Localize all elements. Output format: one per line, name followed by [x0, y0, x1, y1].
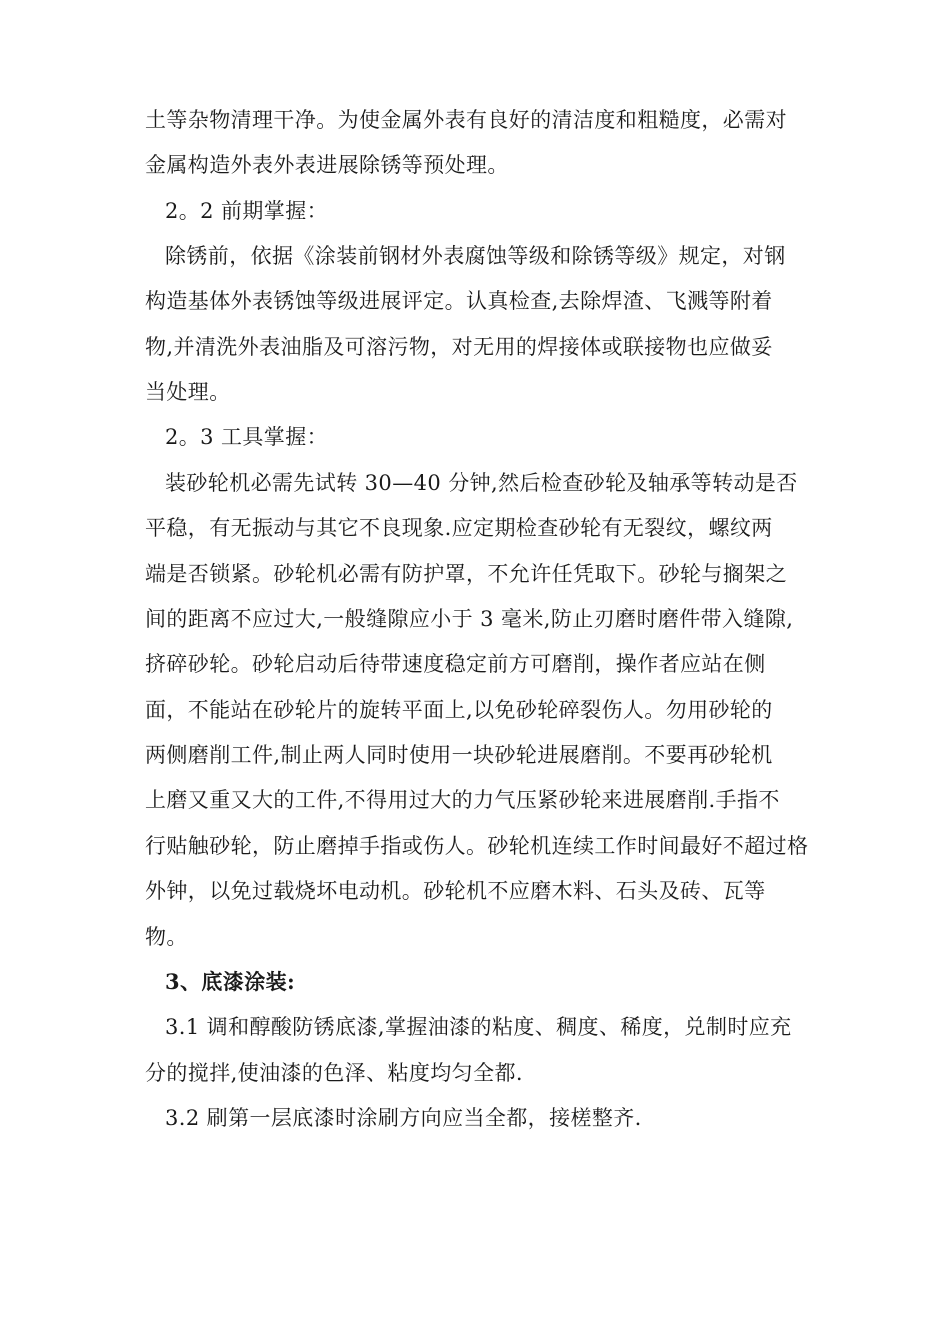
- text-line: 金属构造外表外表进展除锈等预处理。: [145, 153, 509, 177]
- text-line: 间的距离不应过大,一般缝隙应小于 3 毫米,防止刃磨时磨件带入缝隙,: [145, 607, 794, 631]
- text-line: 挤碎砂轮。砂轮启动后待带速度稳定前方可磨削，操作者应站在侧: [145, 652, 766, 676]
- text-line: 两侧磨削工件,制止两人同时使用一块砂轮进展磨削。不要再砂轮机: [145, 743, 773, 767]
- section-heading: 3、底漆涂装:: [165, 969, 296, 994]
- text-line: 上磨又重又大的工件,不得用过大的力气压紧砂轮来进展磨削.手指不: [145, 788, 780, 812]
- text-line: 土等杂物清理干净。为使金属外表有良好的清洁度和粗糙度，必需对: [145, 108, 787, 132]
- text-line: 分的搅拌,使油漆的色泽、粘度均匀全都.: [145, 1061, 523, 1085]
- text-line: 物。: [145, 925, 188, 949]
- text-line: 当处理。: [145, 380, 231, 404]
- text-line: 装砂轮机必需先试转 30—40 分钟,然后检查砂轮及轴承等转动是否: [165, 471, 798, 495]
- text-line: 3.2 刷第一层底漆时涂刷方向应当全都，接槎整齐.: [165, 1106, 642, 1130]
- text-line: 构造基体外表锈蚀等级进展评定。认真检查,去除焊渣、飞溅等附着: [145, 289, 773, 313]
- text-line: 物,并清洗外表油脂及可溶污物，对无用的焊接体或联接物也应做妥: [145, 335, 773, 359]
- text-line: 3.1 调和醇酸防锈底漆,掌握油漆的粘度、稠度、稀度，兑制时应充: [165, 1015, 792, 1039]
- section-heading: 2。2 前期掌握：: [165, 199, 328, 223]
- text-line: 端是否锁紧。砂轮机必需有防护罩，不允许任凭取下。砂轮与搁架之: [145, 562, 787, 586]
- section-heading: 2。3 工具掌握：: [165, 425, 328, 449]
- text-line: 外钟，以免过载烧坏电动机。砂轮机不应磨木料、石头及砖、瓦等: [145, 879, 766, 903]
- text-line: 平稳，有无振动与其它不良现象.应定期检查砂轮有无裂纹，螺纹两: [145, 516, 773, 540]
- text-line: 面，不能站在砂轮片的旋转平面上,以免砂轮碎裂伤人。勿用砂轮的: [145, 698, 773, 722]
- text-line: 除锈前，依据《涂装前钢材外表腐蚀等级和除锈等级》规定，对钢: [165, 244, 786, 268]
- text-line: 行贴触砂轮，防止磨掉手指或伤人。砂轮机连续工作时间最好不超过格: [145, 834, 809, 858]
